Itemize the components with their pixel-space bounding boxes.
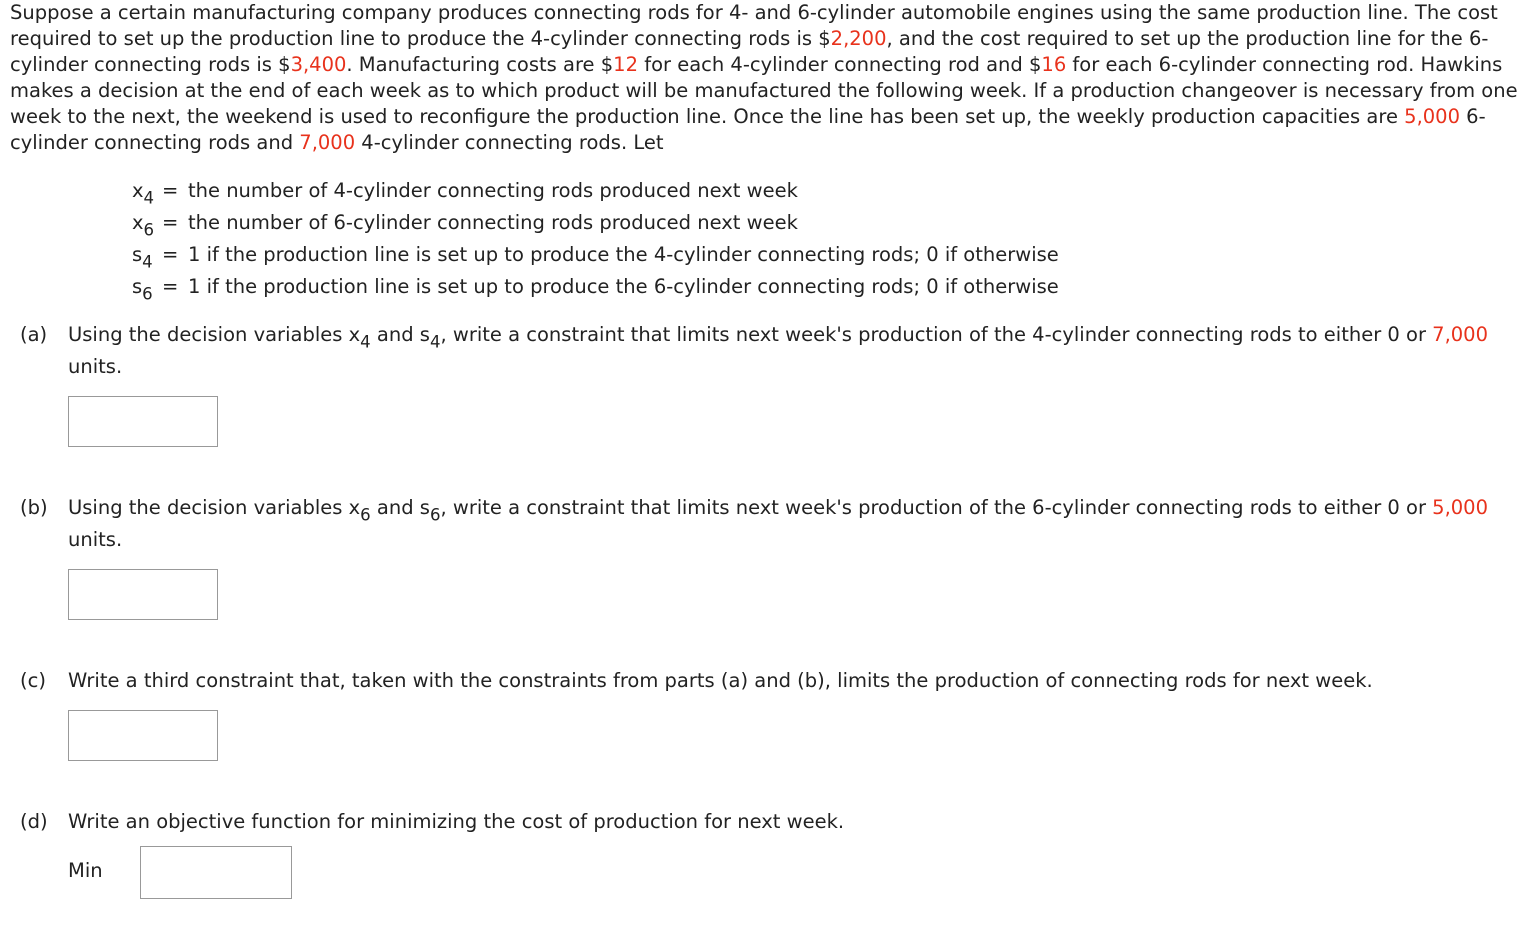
setup-cost-4cyl: 2,200 bbox=[830, 27, 887, 50]
part-c-answer-input[interactable] bbox=[68, 710, 218, 761]
problem-intro: Suppose a certain manufacturing company produces connecting rods for 4- and 6-cylinder automobile engines using the same production line. The cost required to set up the production line to produce the 4-cylinder connecting rods is $2,200, and the cost required to set up the production line for the 6-cylinder connecting rods is $3,400. Manufacturing costs are $12 for each 4-cylinder connecting rod and $16 for each 6-cylinder connecting rod. Hawkins makes a decision at the end of each week as to which product will be manufactured the following week. If a production changeover is necessary from one week to the next, the weekend is used to reconfigure the production line. Once the line has been set up, the weekly production capacities are 5,000 6-cylinder connecting rods and 7,000 4-cylinder connecting rods. Let bbox=[10, 1, 1518, 154]
part-b-label: (b) bbox=[20, 496, 48, 519]
part-a-label: (a) bbox=[20, 323, 48, 346]
capacity-4cyl: 7,000 bbox=[299, 131, 356, 154]
part-c bbox=[20, 665, 1510, 697]
variable-definitions bbox=[132, 175, 1059, 303]
part-d bbox=[20, 806, 1510, 838]
part-a-answer-input[interactable] bbox=[68, 396, 218, 447]
part-b-answer-input[interactable] bbox=[68, 569, 218, 620]
part-b-question: Using the decision variables $x_6$ and $s_6$, write a constraint that limits next week's production of the 6-cylinder connecting rods to either 0 or 5,000 units. bbox=[68, 496, 1488, 551]
objective-function-input[interactable] bbox=[140, 846, 292, 899]
part-a-question: Using the decision variables $x_4$ and $s_4$, write a constraint that limits next week's production of the 4-cylinder connecting rods to either 0 or 7,000 units. bbox=[68, 323, 1488, 378]
part-d-question: Write an objective function for minimizing the cost of production for next week. bbox=[68, 810, 845, 833]
part-a bbox=[20, 319, 1510, 383]
unit-cost-4cyl: 12 bbox=[613, 53, 638, 76]
definition-x4: $x_4$ = the number of 4-cylinder connecting rods produced next week bbox=[132, 179, 798, 208]
part-c-question: Write a third constraint that, taken with the constraints from parts (a) and (b), limits the production of connecting rods for next week. bbox=[68, 669, 1373, 692]
definition-s6: $s_6$ = 1 if the production line is set up to produce the 6-cylinder connecting rods; 0 if otherwise bbox=[132, 275, 1059, 304]
unit-cost-6cyl: 16 bbox=[1041, 53, 1067, 76]
capacity-6cyl: 5,000 bbox=[1404, 105, 1460, 128]
setup-cost-6cyl: 3,400 bbox=[290, 53, 347, 76]
part-b bbox=[20, 492, 1510, 556]
definition-s4: $s_4$ = 1 if the production line is set up to produce the 4-cylinder connecting rods; 0 if otherwise bbox=[132, 243, 1059, 272]
part-c-label: (c) bbox=[20, 669, 46, 692]
min-label: Min bbox=[68, 859, 103, 882]
definition-x6: $x_6$ = the number of 6-cylinder connecting rods produced next week bbox=[132, 211, 798, 240]
part-d-label: (d) bbox=[20, 810, 48, 833]
